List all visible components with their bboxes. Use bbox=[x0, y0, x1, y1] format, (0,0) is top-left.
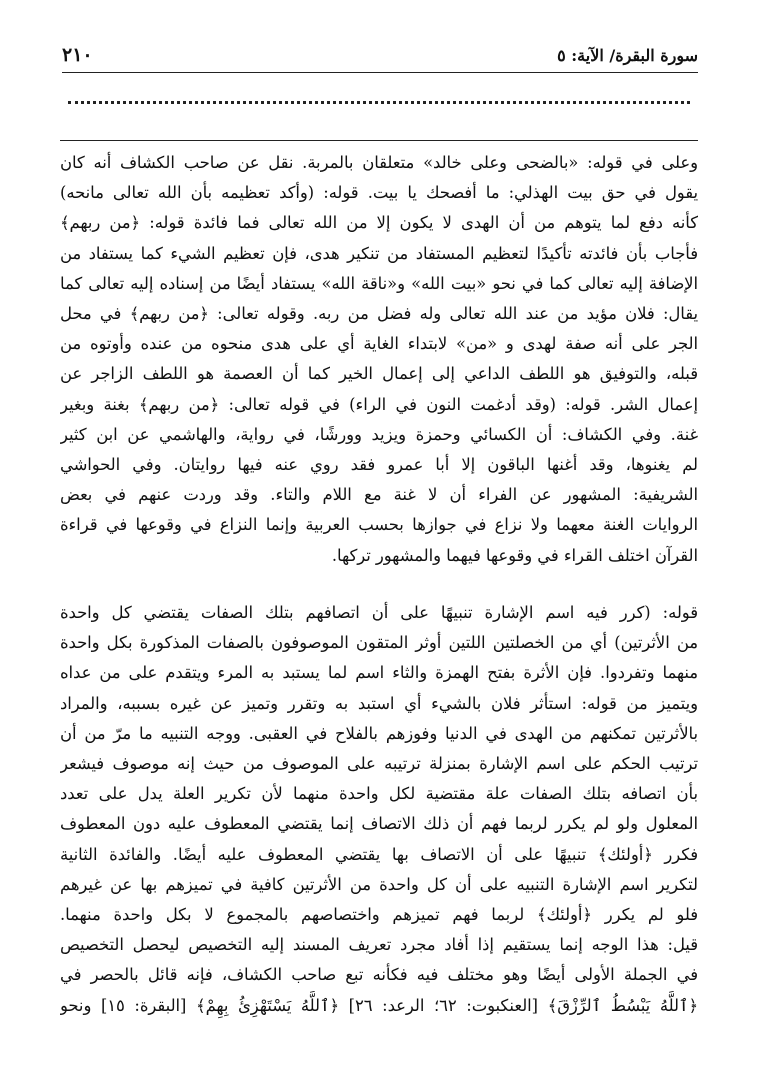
text-line: فأجاب بأن فائدته تأكيدًا لتعظيم المستفاد من تنكير هدى، فإن تعظيم الشيء كما يستفاد من bbox=[60, 243, 698, 263]
running-head: سورة البقرة/ الآية: ٥ bbox=[557, 45, 698, 65]
text-line: لم يغنوها، وقد أغنها الباقون إلا أبا عمرو فقد روي عنه فيها روايتان. وفي الحواشي bbox=[60, 455, 698, 475]
text-line: يقال: فلان مؤيد من عند الله تعالى وله فضل من ربه. وقوله تعالى: ﴿من ربهم﴾ في محل bbox=[60, 304, 698, 324]
text-line: قيل: هذا الوجه إنما يستقيم إذا أفاد مجرد تعريف المسند إليه التخصيص ليحصل التخصيص bbox=[60, 935, 698, 955]
text-line: إعمال الشر. قوله: (وقد أدغمت النون في الراء) في قوله تعالى: ﴿من ربهم﴾ بغنة وبغير bbox=[60, 394, 698, 414]
text-line: بأن اتصافه بتلك الصفات علة مقتضية لكل واحدة منهما لأن تكرير العلة يدل على تعدد bbox=[60, 784, 698, 804]
text-line: الشريفية: المشهور عن الفراء أن لا غنة مع اللام والتاء. وقد وردت عنهم في بعض bbox=[60, 485, 698, 505]
text-line: المعلول ولو لم يكرر لربما فهم أن ذلك الاتصاف إنما يقتضي المعطوف عليه دون المعطوف bbox=[60, 814, 698, 834]
text-line: قبله، والتوفيق هو اللطف الداعي إلى إعمال الخير كما أن العصمة هو اللطف الزاجر عن bbox=[60, 364, 698, 384]
commentary-paragraph-1 bbox=[60, 148, 698, 571]
text-line: في الجملة الأولى أيضًا وهو مختلف فيه فكأنه تبع صاحب الكشاف، فإنه قائل بالحصر في bbox=[60, 965, 698, 985]
page-number: ٢١٠ bbox=[62, 44, 93, 66]
text-line: غنة. وفي الكشاف: أن الكسائي وحمزة ويزيد وورشًا، في رواية، والهاشمي عن ابن كثير bbox=[60, 424, 698, 444]
text-line: الإضافة إليه تعالى كما في نحو «بيت الله» و«ناقة الله» يستفاد أيضًا من إسناده إليه تعالى كما bbox=[60, 273, 698, 293]
text-line: ويتميز من قوله: استأثر فلان بالشيء أي استبد به وتقرر وتميز عن غيره بسببه، والمراد bbox=[60, 693, 698, 713]
text-line: ترتيب الحكم على اسم الإشارة بمنزلة ترتيبه على الموصوف من حيث إنه موصوف فيشعر bbox=[60, 754, 698, 774]
text-line: فلو لم يكرر ﴿أولئك﴾ لربما فهم تميزهم واختصاصهم بالمجموع لا بكل واحدة منهما. bbox=[60, 905, 698, 925]
text-line: القرآن اختلف القراء في وقوعها فيهما والمشهور تركها. bbox=[331, 545, 698, 565]
text-line: فكرر ﴿أولئك﴾ تنبيهًا على أن الاتصاف بها يقتضي المعطوف عليه أيضًا. والفائدة الثانية bbox=[60, 844, 698, 864]
text-line: الجر على أنه صفة لهدى و «من» لابتداء الغاية أي على هدى منحوه من عنده وأوتوه من bbox=[60, 334, 698, 354]
text-line: يقول في حق بيت الهذلي: ما أفصحك يا بيت. قوله: (وأكد تعظيمه بأن الله تعالى مانحه) bbox=[60, 183, 698, 203]
text-line: من الأثرتين) أي من الخصلتين اللتين أوثر المتقون الموصوفون بالصفات المذكورة بكل واحدة bbox=[60, 633, 698, 653]
commentary-paragraph-2 bbox=[60, 598, 698, 1021]
text-line: كأنه دفع لما يتوهم من أن الهدى لا يكون إلا من الله تعالى فما فائدة قوله: ﴿من ربهم﴾ bbox=[60, 213, 698, 233]
page-header bbox=[62, 38, 698, 73]
dotted-divider bbox=[68, 101, 690, 104]
footnote-divider bbox=[60, 140, 698, 141]
text-line: بالأثرتين تمكنهم من الهدى في الدنيا وفوزهم بالفلاح في العقبى. ووجه التنبيه ما مرّ من أن bbox=[60, 723, 698, 743]
text-line: وعلى في قوله: «بالضحى وعلى خالد» متعلقان بالمربة. نقل عن صاحب الكشاف أنه كان bbox=[60, 153, 698, 172]
text-line: قوله: (كرر فيه اسم الإشارة تنبيهًا على أن اتصافهم بتلك الصفات يقتضي كل واحدة bbox=[60, 603, 698, 622]
text-line: الروايات الغنة معهما ولا نزاع في جوازها بحسب العربية وإنما النزاع في وقوعها في قراءة bbox=[60, 515, 698, 535]
text-line: لتكرير اسم الإشارة التنبيه على أن كل واحدة من الأثرتين كافية في تميزهم بها عن غيرهم bbox=[60, 874, 698, 894]
text-line: ﴿ٱللَّهُ يَبْسُطُ ٱلرِّزْقَ﴾ [العنكبوت: ٦٢؛ الرعد: ٢٦] ﴿ٱللَّهُ يَسْتَهْزِئُ بِهِمْ﴾ [البقرة: ١٥] ونحو bbox=[60, 995, 698, 1015]
text-line: منهما وتفردوا. فإن الأثرة بفتح الهمزة والثاء اسم لما يستبد به المرء ويتقدم على من عداه bbox=[60, 663, 698, 683]
